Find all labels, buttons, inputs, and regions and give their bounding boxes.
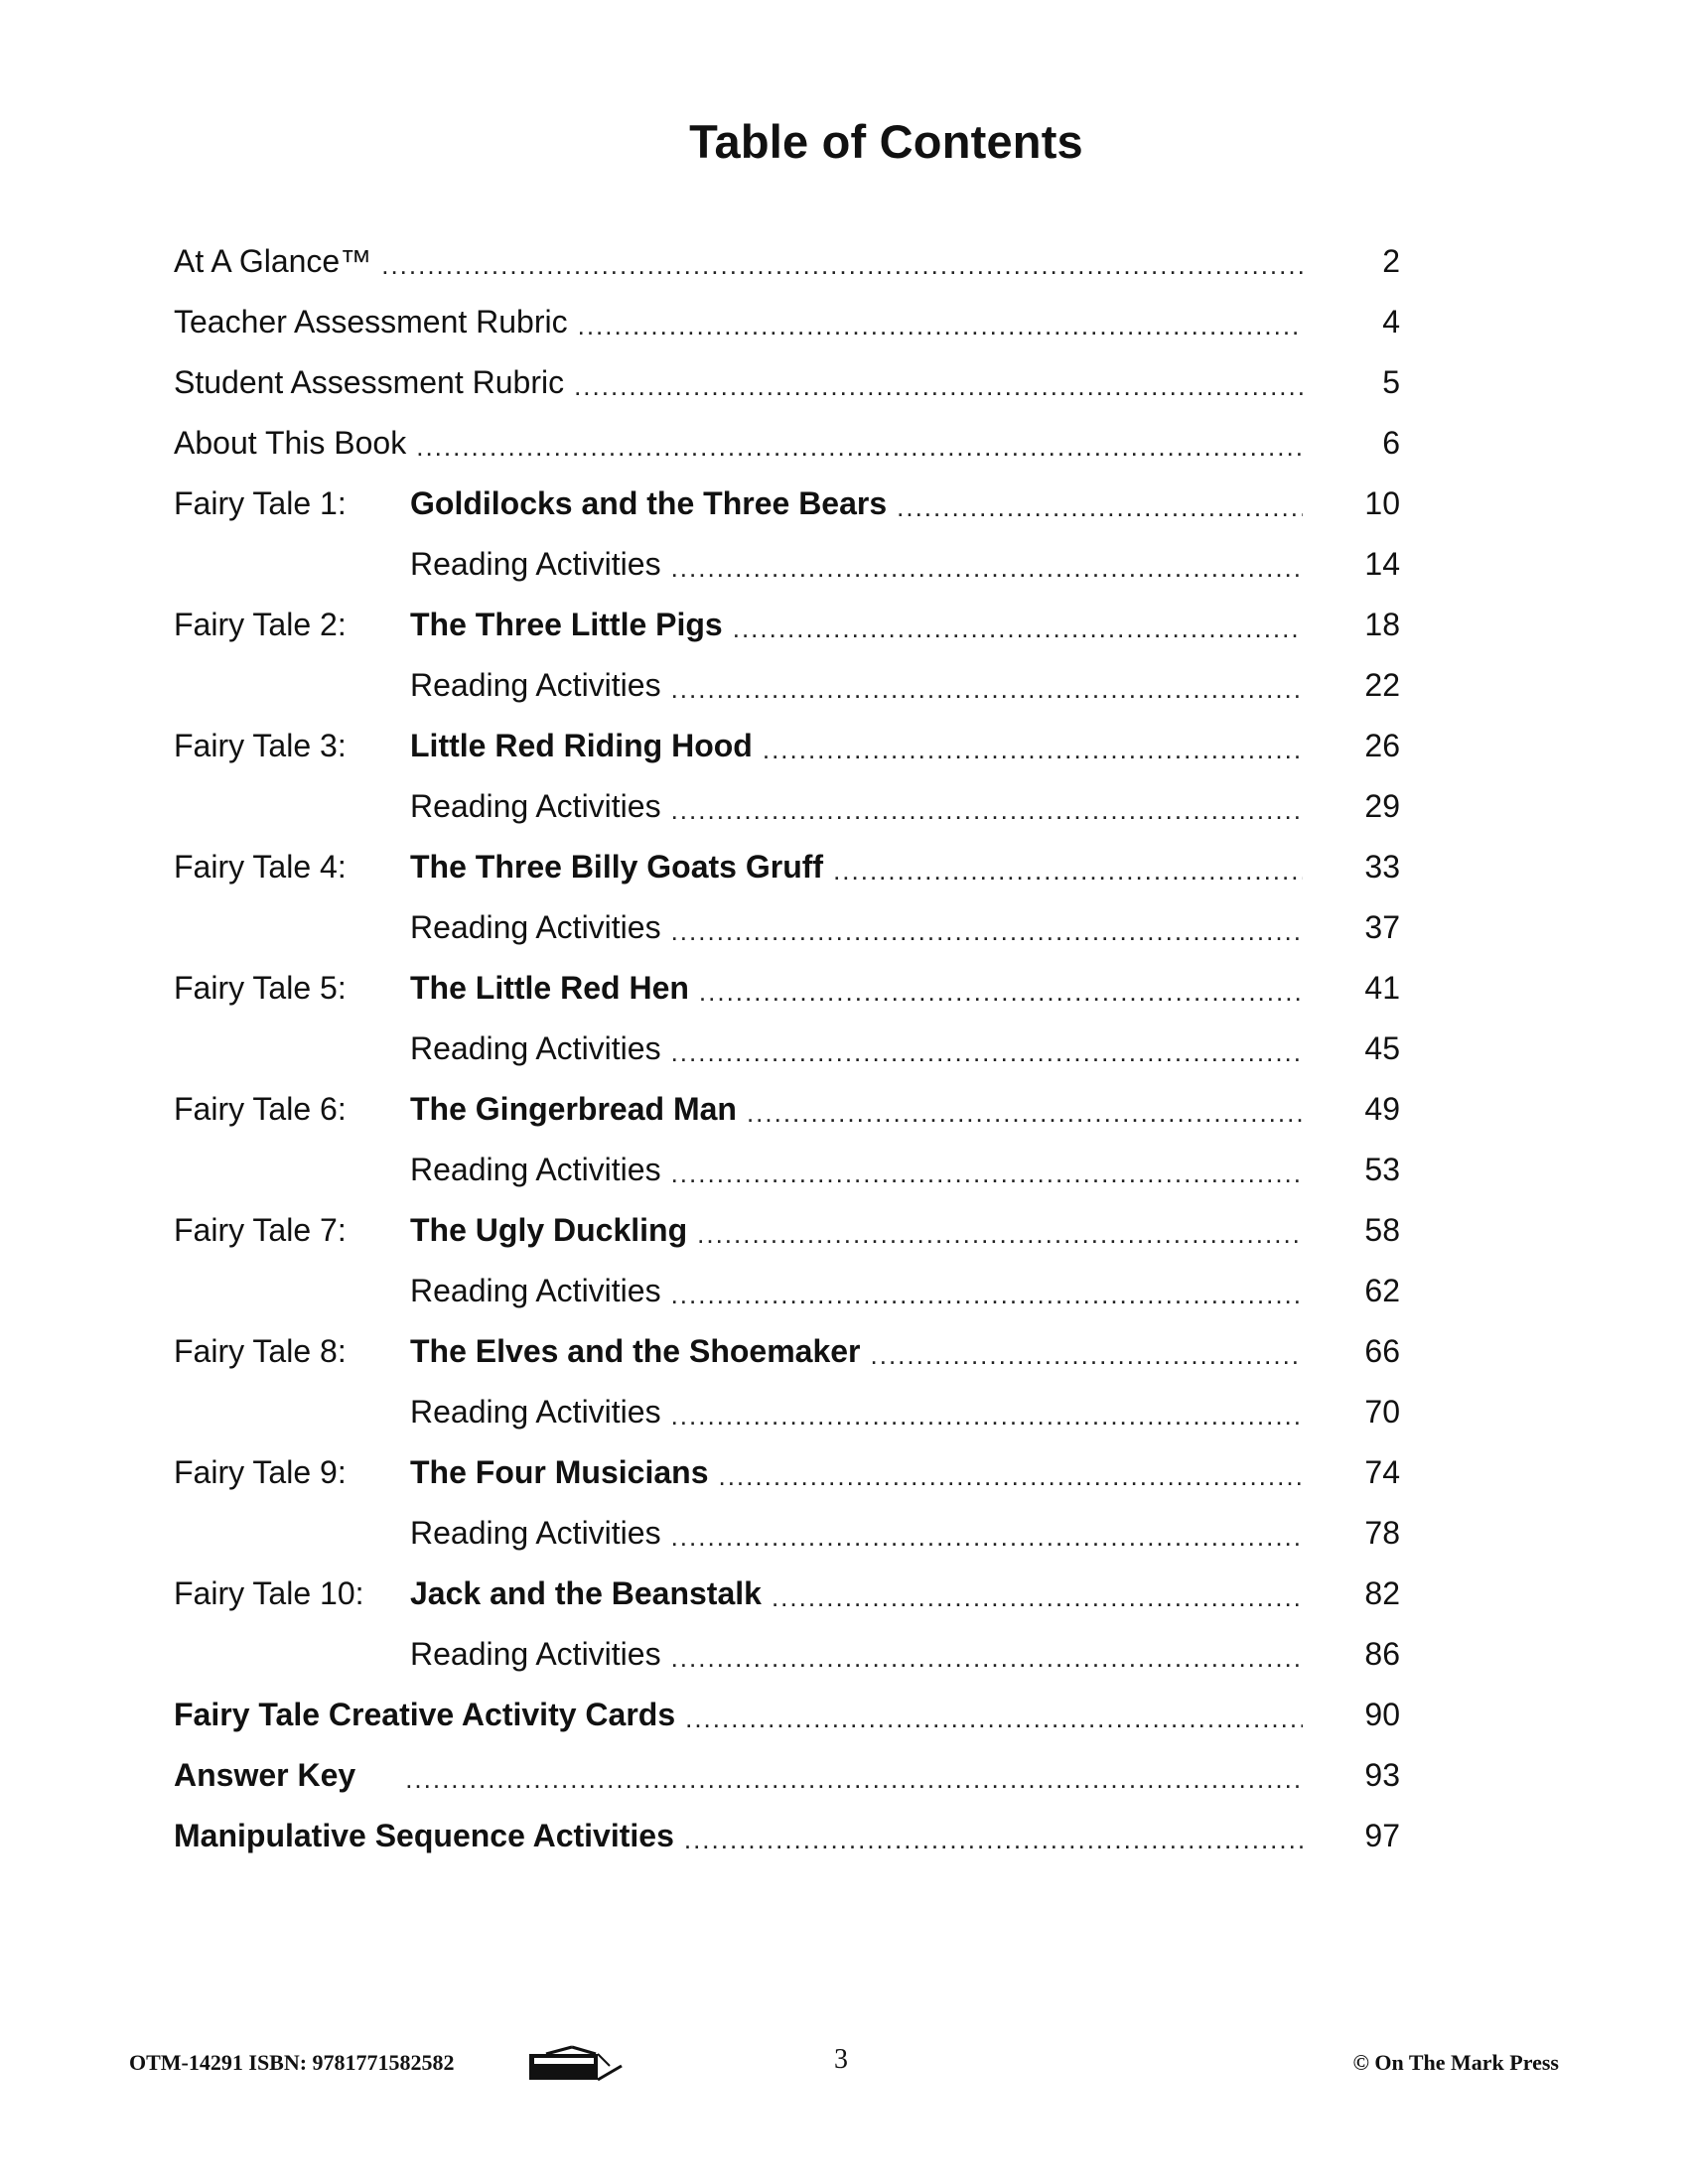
toc-entry[interactable] <box>174 837 1400 897</box>
toc-entry[interactable] <box>174 1564 1400 1624</box>
leader-dots <box>381 250 1303 281</box>
leader-dots <box>671 916 1303 947</box>
toc-entry-label: Reading Activities <box>410 1394 661 1430</box>
toc-entry-page: 70 <box>1364 1394 1400 1430</box>
toc-entry[interactable] <box>174 1200 1400 1261</box>
toc-entry-prefix: Fairy Tale 3: <box>174 728 347 763</box>
leader-dots <box>747 1098 1303 1129</box>
toc-entry[interactable] <box>174 1442 1400 1503</box>
page-number: 3 <box>834 2044 848 2075</box>
toc-entry-page: 14 <box>1364 546 1400 582</box>
toc-entry[interactable] <box>174 1806 1400 1866</box>
toc-entry-prefix: Fairy Tale 10: <box>174 1575 364 1611</box>
leader-dots <box>416 432 1303 463</box>
toc-entry-label: Fairy Tale Creative Activity Cards <box>174 1697 676 1732</box>
toc-entry-page: 62 <box>1364 1273 1400 1308</box>
toc-entry[interactable] <box>174 1261 1400 1321</box>
footer-product-code: OTM-14291 ISBN: 9781771582582 <box>129 2050 455 2075</box>
toc-entry-page: 74 <box>1364 1454 1400 1490</box>
toc-entry[interactable] <box>174 352 1400 413</box>
toc-entry-label: The Little Red Hen <box>410 970 689 1006</box>
toc-entry-label: The Three Little Pigs <box>410 607 723 642</box>
toc-entry-page: 5 <box>1382 364 1400 400</box>
leader-dots <box>578 311 1303 341</box>
toc-entry[interactable] <box>174 1685 1400 1745</box>
page-footer <box>0 2044 1688 2084</box>
leader-dots <box>871 1340 1304 1371</box>
leader-dots <box>718 1461 1303 1492</box>
leader-dots <box>671 1280 1303 1310</box>
toc-entry-label: Reading Activities <box>410 667 661 703</box>
toc-entry-label: The Ugly Duckling <box>410 1212 688 1248</box>
toc-entry-label: Reading Activities <box>410 1515 661 1551</box>
toc-entry-prefix: Fairy Tale 8: <box>174 1333 347 1369</box>
leader-dots <box>405 1764 1303 1795</box>
toc-entry-label: Answer Key <box>174 1757 356 1793</box>
toc-entry-page: 22 <box>1364 667 1400 703</box>
toc-entry-page: 97 <box>1364 1818 1400 1853</box>
toc-entry-page: 29 <box>1364 788 1400 824</box>
toc-entry[interactable] <box>174 1382 1400 1442</box>
leader-dots <box>671 674 1303 705</box>
leader-dots <box>574 371 1303 402</box>
leader-dots <box>671 1522 1303 1553</box>
toc-entry[interactable] <box>174 413 1400 474</box>
toc-entry-label: Little Red Riding Hood <box>410 728 753 763</box>
toc-entry[interactable] <box>174 1019 1400 1079</box>
toc-entry-page: 53 <box>1364 1152 1400 1187</box>
leader-dots <box>671 1159 1303 1189</box>
toc-entry-page: 18 <box>1364 607 1400 642</box>
toc-entry[interactable] <box>174 897 1400 958</box>
leader-dots <box>671 1401 1303 1432</box>
toc-entry-label: Reading Activities <box>410 1636 661 1672</box>
toc-entry-page: 10 <box>1364 485 1400 521</box>
toc-entry-prefix: Fairy Tale 9: <box>174 1454 347 1490</box>
leader-dots <box>671 1643 1303 1674</box>
toc-entry-page: 49 <box>1364 1091 1400 1127</box>
toc-entry-page: 78 <box>1364 1515 1400 1551</box>
toc-entry[interactable] <box>174 595 1400 655</box>
toc-entry-label: Manipulative Sequence Activities <box>174 1818 674 1853</box>
toc-entry-page: 41 <box>1364 970 1400 1006</box>
toc-entry[interactable] <box>174 958 1400 1019</box>
toc-entry[interactable] <box>174 292 1400 352</box>
footer-copyright: © On The Mark Press <box>1352 2050 1559 2075</box>
toc-entry-page: 33 <box>1364 849 1400 885</box>
toc-entry-page: 6 <box>1382 425 1400 461</box>
toc-entry-label: At A Glance™ <box>174 243 372 279</box>
leader-dots <box>897 492 1303 523</box>
toc-entry-label: The Gingerbread Man <box>410 1091 737 1127</box>
toc-entry-prefix: Fairy Tale 6: <box>174 1091 347 1127</box>
toc-entry-prefix: Fairy Tale 4: <box>174 849 347 885</box>
toc-entry-page: 93 <box>1364 1757 1400 1793</box>
leader-dots <box>833 856 1303 887</box>
leader-dots <box>685 1704 1303 1734</box>
toc-entry-label: Reading Activities <box>410 788 661 824</box>
toc-entry-label: Reading Activities <box>410 909 661 945</box>
toc-entry-label: The Three Billy Goats Gruff <box>410 849 824 885</box>
table-of-contents <box>174 231 1400 1866</box>
toc-entry[interactable] <box>174 1079 1400 1140</box>
toc-entry[interactable] <box>174 1745 1400 1806</box>
toc-entry-prefix: Fairy Tale 1: <box>174 485 347 521</box>
toc-entry-page: 90 <box>1364 1697 1400 1732</box>
page-title: Table of Contents <box>689 115 1083 168</box>
toc-entry[interactable] <box>174 655 1400 716</box>
toc-entry[interactable] <box>174 474 1400 534</box>
toc-entry-page: 66 <box>1364 1333 1400 1369</box>
toc-entry[interactable] <box>174 1624 1400 1685</box>
toc-entry-label: Reading Activities <box>410 1273 661 1308</box>
leader-dots <box>699 977 1303 1008</box>
toc-entry[interactable] <box>174 1140 1400 1200</box>
toc-entry-label: Teacher Assessment Rubric <box>174 304 568 340</box>
toc-entry-label: Reading Activities <box>410 546 661 582</box>
toc-entry-label: About This Book <box>174 425 407 461</box>
toc-entry-page: 45 <box>1364 1030 1400 1066</box>
toc-entry-prefix: Fairy Tale 7: <box>174 1212 347 1248</box>
leader-dots <box>772 1582 1303 1613</box>
toc-entry[interactable] <box>174 716 1400 776</box>
toc-entry[interactable] <box>174 1321 1400 1382</box>
toc-entry-prefix: Fairy Tale 5: <box>174 970 347 1006</box>
toc-entry-label: Student Assessment Rubric <box>174 364 565 400</box>
toc-entry[interactable] <box>174 776 1400 837</box>
leader-dots <box>763 735 1303 765</box>
leader-dots <box>671 795 1303 826</box>
toc-entry-label: Reading Activities <box>410 1152 661 1187</box>
toc-entry-page: 37 <box>1364 909 1400 945</box>
toc-entry-page: 58 <box>1364 1212 1400 1248</box>
toc-entry-prefix: Fairy Tale 2: <box>174 607 347 642</box>
toc-entry-label: Jack and the Beanstalk <box>410 1575 762 1611</box>
leader-dots <box>697 1219 1303 1250</box>
toc-entry-label: Reading Activities <box>410 1030 661 1066</box>
toc-entry[interactable] <box>174 231 1400 292</box>
leader-dots <box>684 1825 1303 1855</box>
toc-entry-label: Goldilocks and the Three Bears <box>410 485 888 521</box>
toc-entry-label: The Elves and the Shoemaker <box>410 1333 861 1369</box>
toc-entry-page: 4 <box>1382 304 1400 340</box>
leader-dots <box>671 1037 1303 1068</box>
leader-dots <box>733 614 1303 644</box>
leader-dots <box>671 553 1303 584</box>
toc-entry-page: 86 <box>1364 1636 1400 1672</box>
book-logo-icon <box>526 2044 626 2090</box>
toc-entry-page: 82 <box>1364 1575 1400 1611</box>
toc-entry-page: 26 <box>1364 728 1400 763</box>
toc-entry[interactable] <box>174 534 1400 595</box>
toc-entry-page: 2 <box>1382 243 1400 279</box>
toc-entry[interactable] <box>174 1503 1400 1564</box>
toc-entry-label: The Four Musicians <box>410 1454 709 1490</box>
